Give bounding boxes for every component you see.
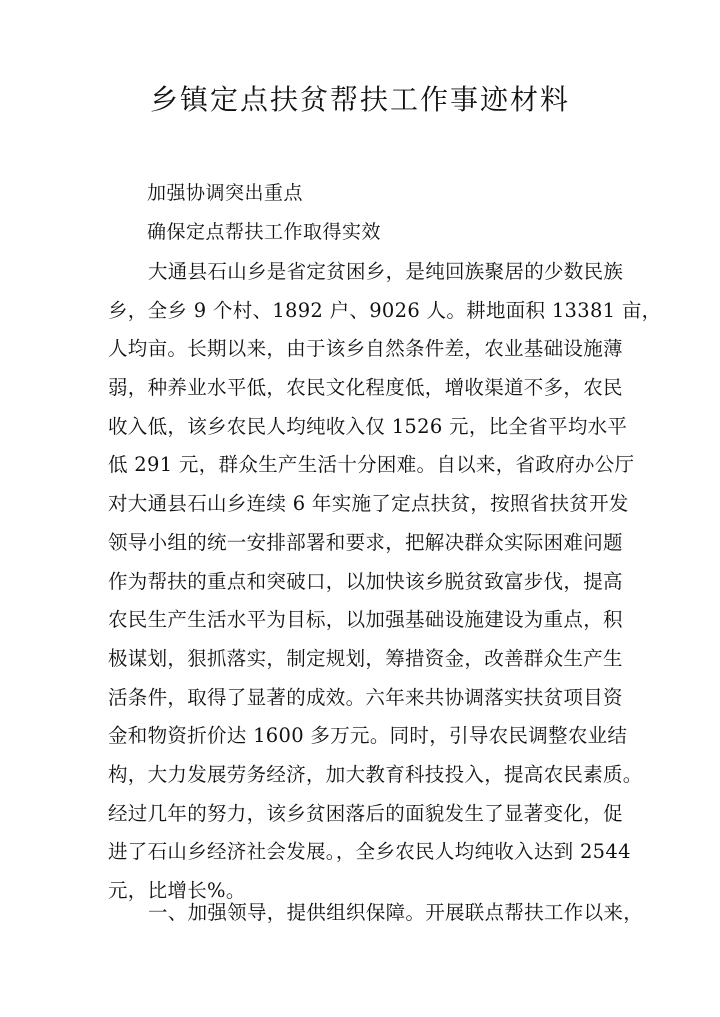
paragraph-line: 元，比增长%。 — [108, 879, 246, 902]
paragraph-line: 低 291 元，群众生产生活十分困难。自以来，省政府办公厅 — [108, 453, 635, 477]
paragraph-line: 农民生产生活水平为目标，以加强基础设施建设为重点，积 — [108, 608, 623, 632]
paragraph-line: 金和物资折价达 1600 多万元。同时，引导农民调整农业结 — [108, 724, 628, 748]
paragraph-line: 收入低，该乡农民人均纯收入仅 1526 元，比全省平均水平 — [108, 414, 628, 438]
subtitle-line-2: 确保定点帮扶工作取得实效 — [147, 221, 382, 243]
document-title: 乡镇定点扶贫帮扶工作事迹材料 — [149, 83, 570, 116]
subtitle-line-1: 加强协调突出重点 — [147, 182, 304, 204]
paragraph-line: 活条件，取得了显著的成效。六年来共协调落实扶贫项目资 — [108, 685, 623, 709]
paragraph-line: 乡，全乡 9 个村、1892 户、9026 人。耕地面积 13381 亩， — [108, 298, 662, 322]
paragraph-line: 一、加强领导，提供组织保障。开展联点帮扶工作以来， — [148, 901, 644, 924]
paragraph-line: 构，大力发展劳务经济，加大教育科技投入，提高农民素质。 — [108, 762, 643, 786]
paragraph-line: 经过几年的努力，该乡贫困落后的面貌发生了显著变化，促 — [108, 801, 623, 825]
paragraph-line: 领导小组的统一安排部署和要求，把解决群众实际困难问题 — [108, 530, 623, 554]
paragraph-line: 弱，种养业水平低，农民文化程度低，增收渠道不多，农民 — [108, 376, 623, 400]
paragraph-line: 进了石山乡经济社会发展。，全乡农民人均纯收入达到 2544 — [108, 840, 631, 864]
paragraph-line: 作为帮扶的重点和突破口，以加快该乡脱贫致富步伐，提高 — [108, 569, 623, 593]
paragraph-line: 极谋划，狠抓落实，制定规划，筹措资金，改善群众生产生 — [108, 646, 623, 670]
paragraph-1 — [108, 253, 662, 911]
paragraph-2 — [108, 894, 644, 933]
paragraph-line: 对大通县石山乡连续 6 年实施了定点扶贫，按照省扶贫开发 — [108, 492, 629, 516]
paragraph-line: 人均亩。长期以来，由于该乡自然条件差，农业基础设施薄 — [108, 337, 623, 361]
paragraph-line: 大通县石山乡是省定贫困乡，是纯回族聚居的少数民族 — [148, 260, 624, 283]
